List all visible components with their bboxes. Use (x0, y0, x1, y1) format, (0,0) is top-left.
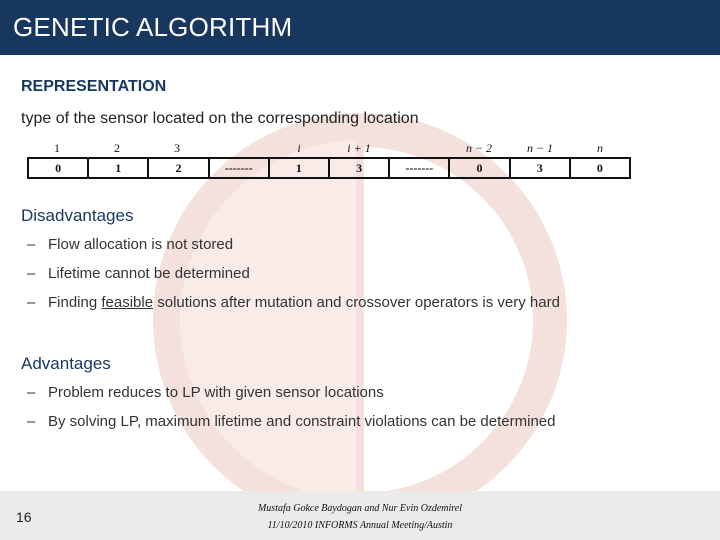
index-label: 2 (114, 141, 120, 155)
disadvantage-item (27, 236, 233, 253)
index-label: i + 1 (347, 141, 371, 155)
slide-footer (0, 491, 720, 540)
bullet-dash: – (27, 294, 36, 311)
position-index-row (27, 141, 631, 155)
advantages-heading: Advantages (21, 354, 111, 373)
footer-authors: Mustafa Gokce Baydogan and Nur Evin Ozdemirel (257, 503, 463, 514)
slide-title: GENETIC ALGORITHM (13, 12, 293, 42)
gene-cell: ------- (388, 159, 448, 177)
bullet-dash: – (27, 236, 36, 253)
gene-cell: 2 (147, 159, 207, 177)
gene-cell: 1 (268, 159, 328, 177)
gene-cell: 0 (448, 159, 508, 177)
disadvantage-item (27, 294, 560, 311)
gene-cell: 0 (569, 159, 629, 177)
page-number: 16 (16, 509, 32, 525)
disadvantage-text-part: Finding (48, 294, 102, 311)
index-label: 1 (54, 141, 60, 155)
disadvantage-text-part: solutions after mutation and crossover operators is very hard (153, 294, 560, 311)
advantage-text: Problem reduces to LP with given sensor locations (48, 384, 384, 401)
index-label: n (597, 141, 603, 155)
gene-cell: 3 (328, 159, 388, 177)
advantage-item (27, 384, 384, 401)
disadvantage-text: Lifetime cannot be determined (48, 265, 250, 282)
bullet-dash: – (27, 384, 36, 401)
representation-heading: REPRESENTATION (21, 78, 167, 95)
gene-cell: 0 (55, 161, 62, 175)
index-label: n − 2 (465, 141, 493, 155)
gene-cells-row (27, 157, 631, 179)
disadvantage-text: Flow allocation is not stored (48, 236, 234, 253)
advantage-text: By solving LP, maximum lifetime and constraint violations can be determined (48, 413, 556, 430)
index-label: i (297, 141, 301, 155)
underlined-word-feasible: feasible (101, 294, 154, 311)
footer-event: 11/10/2010 INFORMS Annual Meeting/Austin (267, 520, 453, 531)
index-label: n − 1 (526, 141, 554, 155)
index-label: 3 (174, 141, 180, 155)
gene-cell: 1 (87, 159, 147, 177)
representation-description: type of the sensor located on the corresponding location (21, 110, 419, 127)
disadvantages-heading: Disadvantages (21, 206, 134, 225)
gene-cell: ------- (208, 159, 268, 177)
gene-cell: 3 (509, 159, 569, 177)
bullet-dash: – (27, 413, 36, 430)
advantage-item (27, 413, 555, 430)
disadvantage-item (27, 265, 250, 282)
chromosome-representation-table (27, 141, 631, 179)
bullet-dash: – (27, 265, 36, 282)
